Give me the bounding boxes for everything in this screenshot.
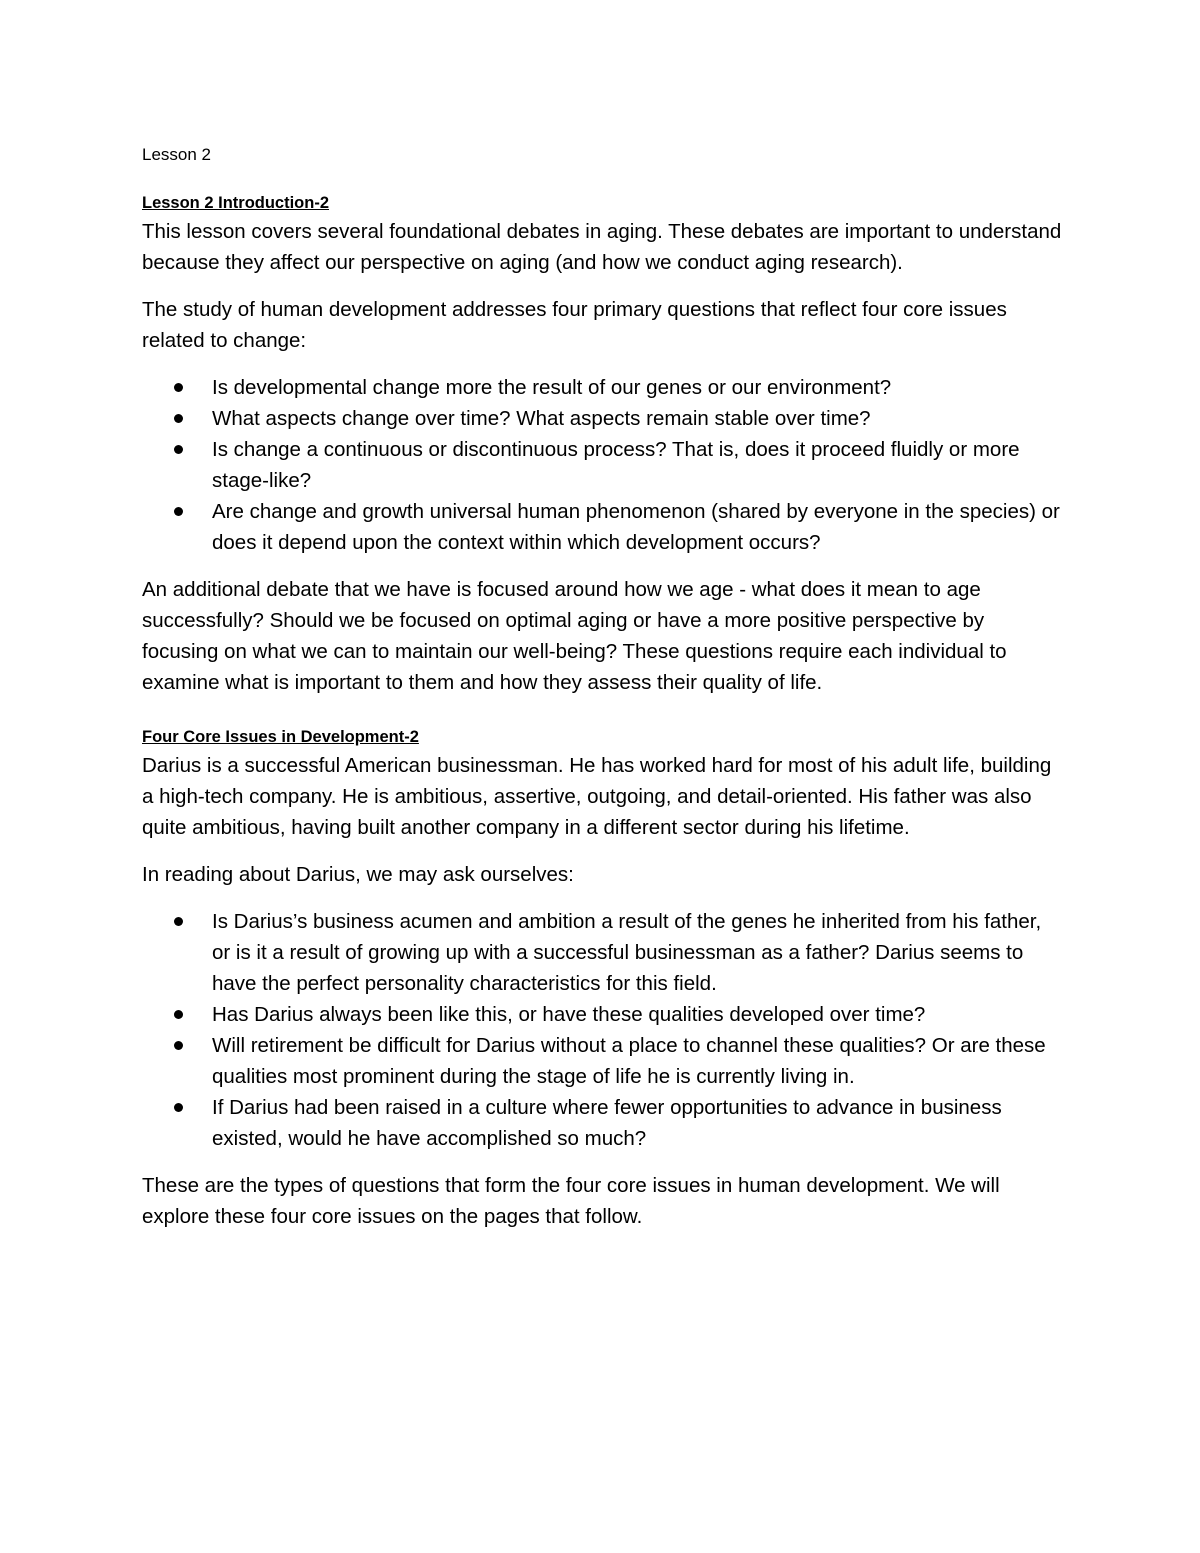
list-item-text: Is developmental change more the result of our genes or our environment?	[212, 376, 892, 399]
list-item-text: Are change and growth universal human phenomenon (shared by everyone in the species) or does it depend upon the context within which development occurs?	[212, 500, 1060, 554]
list-item	[142, 372, 1062, 403]
bullet-icon	[174, 1103, 183, 1112]
core-questions-paragraph: The study of human development addresses four primary questions that reflect four core issues related to change:	[142, 298, 1007, 352]
list-item	[142, 999, 1062, 1030]
list-item-text: Will retirement be difficult for Darius without a place to channel these qualities? Or are these qualities most prominent during the stage of life he is currently living in.	[212, 1034, 1046, 1088]
additional-debate-paragraph: An additional debate that we have is focused around how we age - what does it mean to age successfully? Should we be focused on optimal aging or have a more positive perspective by focusing on what we can to maintain our well-being? These questions require each individual to examine what is important to them and how they assess their quality of life.	[142, 578, 1007, 694]
list-item-text: Has Darius always been like this, or have these qualities developed over time?	[212, 1003, 926, 1026]
bullet-icon	[174, 414, 183, 423]
list-item	[142, 1030, 1062, 1092]
list-item	[142, 496, 1062, 558]
bullet-icon	[174, 917, 183, 926]
document-page	[142, 140, 1062, 1248]
core-questions-list	[142, 372, 1062, 558]
list-item-text: Is change a continuous or discontinuous process? That is, does it proceed fluidly or more stage-like?	[212, 438, 1020, 492]
darius-paragraph: Darius is a successful American businessman. He has worked hard for most of his adult life, building a high-tech company. He is ambitious, assertive, outgoing, and detail-oriented. His father was also quite ambitious, having built another company in a different sector during his lifetime.	[142, 754, 1052, 839]
reading-prompt-paragraph: In reading about Darius, we may ask ourselves:	[142, 863, 574, 886]
document-title: Lesson 2	[142, 145, 211, 164]
bullet-icon	[174, 383, 183, 392]
darius-questions-list	[142, 906, 1062, 1154]
list-item	[142, 434, 1062, 496]
section-heading-lesson-introduction: Lesson 2 Introduction-2	[142, 194, 330, 212]
list-item-text: If Darius had been raised in a culture where fewer opportunities to advance in business existed, would he have accomplished so much?	[212, 1096, 1002, 1150]
bullet-icon	[174, 507, 183, 516]
intro-paragraph: This lesson covers several foundational debates in aging. These debates are important to understand because they affect our perspective on aging (and how we conduct aging research).	[142, 220, 1062, 274]
section-heading-four-core-issues: Four Core Issues in Development-2	[142, 728, 419, 746]
list-item	[142, 403, 1062, 434]
bullet-icon	[174, 1041, 183, 1050]
section-four-core-issues	[142, 724, 1062, 1232]
list-item	[142, 1092, 1062, 1154]
bullet-icon	[174, 1010, 183, 1019]
list-item-text: What aspects change over time? What aspects remain stable over time?	[212, 407, 871, 430]
list-item-text: Is Darius’s business acumen and ambition a result of the genes he inherited from his father, or is it a result of growing up with a successful businessman as a father? Darius seems to have the perfect personality characteristics for this field.	[212, 910, 1042, 995]
bullet-icon	[174, 445, 183, 454]
closing-paragraph: These are the types of questions that form the four core issues in human development. We will explore these four core issues on the pages that follow.	[142, 1174, 1000, 1228]
section-lesson-introduction	[142, 190, 1062, 698]
list-item	[142, 906, 1062, 999]
